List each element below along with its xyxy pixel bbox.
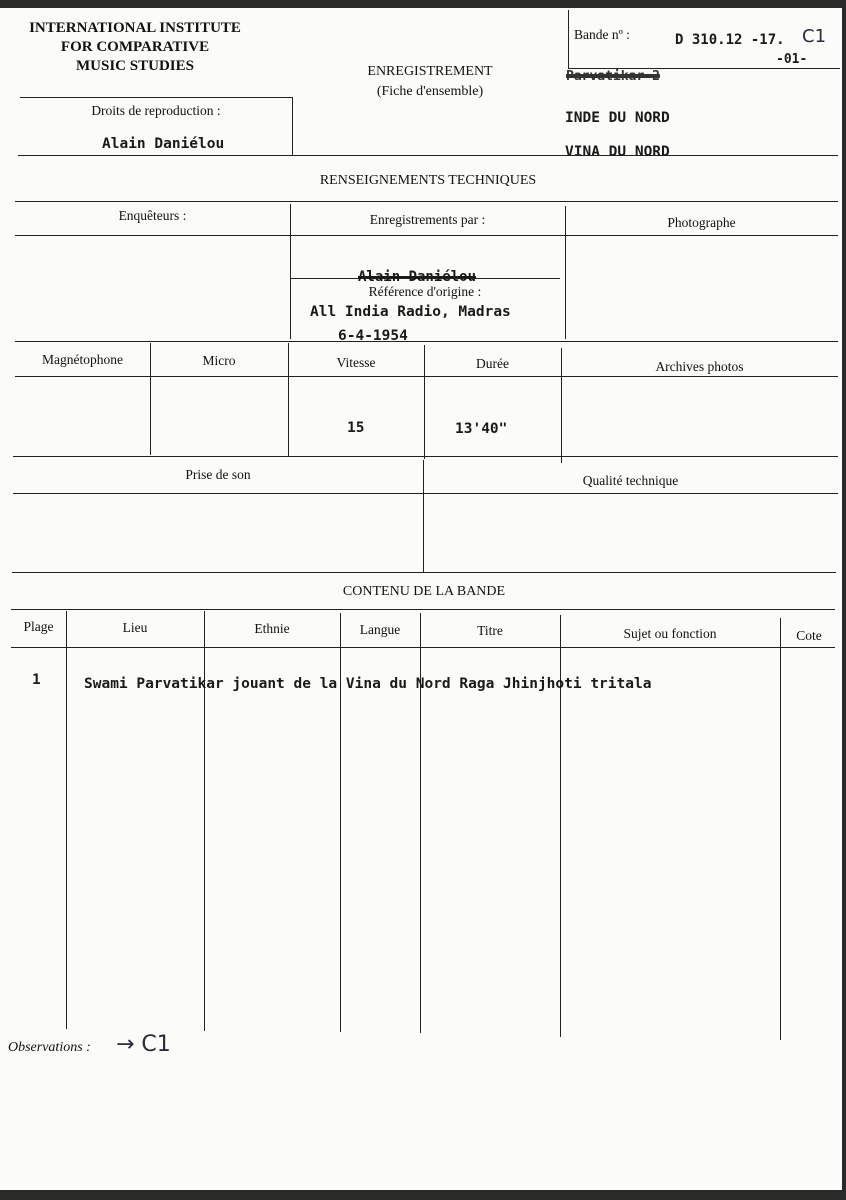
bande-number: D 310.12 -17. — [675, 32, 785, 48]
instrument: VINA DU NORD — [565, 144, 670, 160]
observations-label: Observations : — [8, 1040, 91, 1055]
reference-label: Référence d'origine : — [368, 284, 482, 299]
enregistrements-label: Enregistrements par : — [369, 212, 486, 227]
record-sheet — [0, 8, 842, 1190]
col-ethnie: Ethnie — [254, 621, 290, 636]
prise-de-son-label: Prise de son — [185, 467, 251, 482]
duree-label: Durée — [476, 356, 509, 371]
form-subtitle: (Fiche d'ensemble) — [376, 84, 484, 99]
vitesse-value: 15 — [347, 420, 365, 436]
reference-value: All India Radio, Madras — [310, 304, 511, 320]
col-langue: Langue — [359, 622, 401, 637]
region: INDE DU NORD — [565, 110, 670, 126]
bande-label: Bande nº : — [574, 27, 630, 42]
col-cote: Cote — [796, 628, 822, 643]
vitesse-label: Vitesse — [336, 355, 376, 370]
recorded-by: Alain Daniélou — [358, 269, 477, 285]
archives-label: Archives photos — [655, 359, 744, 374]
duree-value: 13'40" — [455, 421, 508, 437]
rights-holder: Alain Daniélou — [102, 136, 225, 152]
form-title: ENREGISTREMENT — [367, 64, 493, 79]
micro-label: Micro — [202, 353, 236, 368]
institute-name — [20, 19, 250, 76]
photographe-label: Photographe — [667, 215, 736, 230]
institute-line-3: MUSIC STUDIES — [76, 58, 194, 74]
col-titre: Titre — [477, 623, 503, 638]
col-plage: Plage — [23, 619, 54, 634]
observations-value: → C1 — [116, 1032, 171, 1057]
row-description: Swami Parvatikar jouant de la Vina du Nord Raga Jhinjhoti tritala — [84, 676, 652, 692]
institute-line-1: INTERNATIONAL INSTITUTE — [29, 20, 241, 36]
enqueteurs-label: Enquêteurs : — [118, 208, 187, 223]
row-plage: 1 — [32, 672, 41, 688]
recording-date: 6-4-1954 — [338, 328, 408, 344]
col-lieu: Lieu — [122, 620, 148, 635]
magnetophone-label: Magnétophone — [42, 352, 123, 367]
qualite-label: Qualité technique — [582, 473, 679, 488]
rights-label: Droits de reproduction : — [91, 103, 221, 118]
bande-handwritten: C1 — [802, 26, 827, 47]
contenu-section-title: CONTENU DE LA BANDE — [342, 584, 506, 599]
tech-section-title: RENSEIGNEMENTS TECHNIQUES — [319, 173, 537, 188]
crossed-out-text: Parvatikar-2 — [566, 69, 660, 84]
institute-line-2: FOR COMPARATIVE — [60, 39, 210, 55]
col-sujet: Sujet ou fonction — [623, 626, 717, 641]
bande-sub: -01- — [776, 52, 808, 67]
